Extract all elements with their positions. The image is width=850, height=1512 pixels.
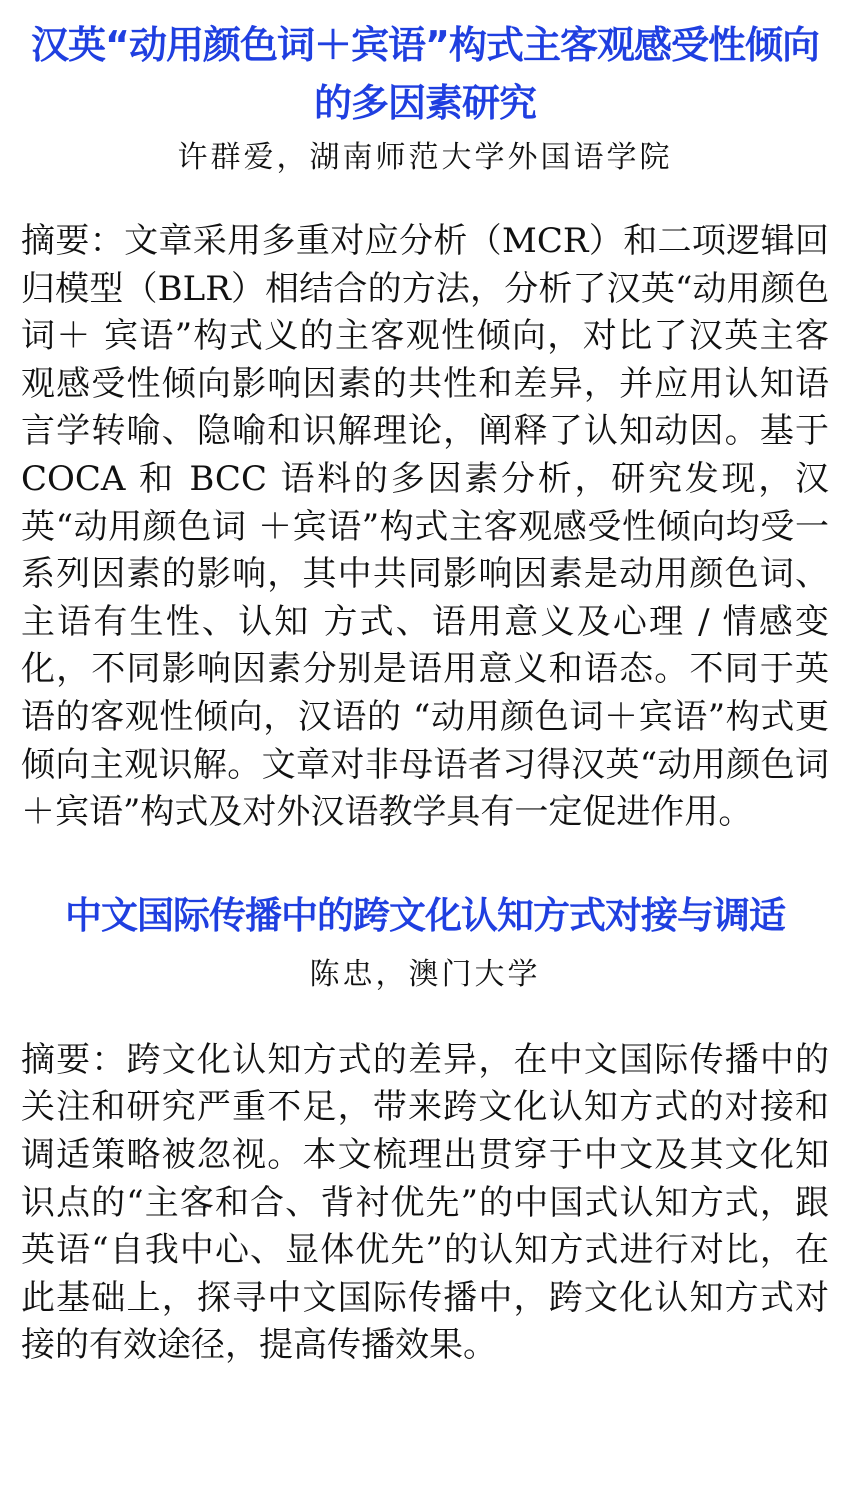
article-title: 汉英“动用颜色词＋宾语”构式主客观感受性倾向的多因素研究 <box>31 23 819 125</box>
article-abstract: 摘要：文章采用多重对应分析（MCR）和二项逻辑回归模型（BLR）相结合的方法，分析了汉英“动用颜色词＋ 宾语”构式义的主客观性倾向，对比了汉英主客观感受性倾向影响因素的共性和差异，并应用认知语言学转喻、隐喻和识解理论，阐释了认知动因。基于 COCA 和 BCC 语料的多因素分析，研究发现，汉英“动用颜色词 ＋宾语”构式主客观感受性倾向均受一系列因素的影响，其中共同影响因素是动用颜色词、主语有生性、认知 方式、语用意义及心理 / 情感变化，不同影响因素分别是语用意义和语态。不同于英语的客观性倾向，汉语的 “动用颜色词＋宾语”构式更倾向主观识解。文章对非母语者习得汉英“动用颜色词＋宾语”构式及对外汉语教学具有一定促进作用。 <box>21 221 829 833</box>
article-entry <box>21 16 829 837</box>
article-abstract: 摘要：跨文化认知方式的差异，在中文国际传播中的关注和研究严重不足，带来跨文化认知方式的对接和调适策略被忽视。本文梳理出贯穿于中文及其文化知识点的“主客和合、背衬优先”的中国式认知方式，跟英语“自我中心、显体优先”的认知方式进行对比，在此基础上，探寻中文国际传播中，跨文化认知方式对接的有效途径，提高传播效果。 <box>21 1039 829 1366</box>
article-author: 许群爱，湖南师范大学外国语学院 <box>177 140 673 175</box>
article-author: 陈忠，澳门大学 <box>309 956 541 992</box>
article-title: 中文国际传播中的跨文化认知方式对接与调适 <box>65 893 785 937</box>
article-entry <box>21 887 829 1370</box>
